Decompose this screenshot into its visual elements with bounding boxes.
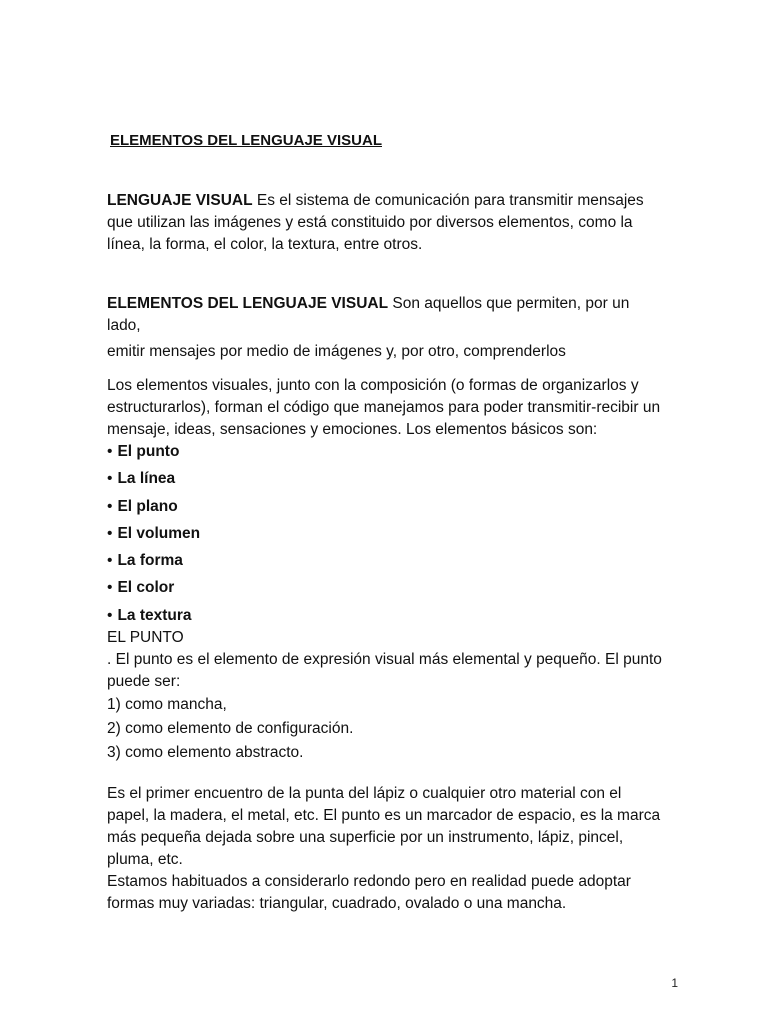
bullet-icon: •	[107, 470, 113, 488]
bullet-icon: •	[107, 524, 113, 542]
list-item: • El punto	[107, 443, 180, 460]
bullet-icon: •	[107, 579, 113, 597]
list-item: • La textura	[107, 606, 192, 624]
page-number: 1	[671, 976, 678, 990]
document-body	[107, 130, 667, 915]
paragraph-punto-intro: . El punto es el elemento de expresión visual más elemental y pequeño. El punto puede ser:	[107, 650, 662, 690]
term-elementos: ELEMENTOS DEL LENGUAJE VISUAL	[107, 295, 389, 312]
definition-elementos-line2: emitir mensajes por medio de imágenes y, por otro, comprenderlos	[107, 343, 566, 360]
paragraph-lenguaje-visual	[107, 190, 667, 256]
punto-types-list	[107, 693, 667, 765]
paragraph-punto-description: Es el primer encuentro de la punta del lápiz o cualquier otro material con el papel, la madera, el metal, etc. El punto es un marcador de espacio, es la marca más pequeña dejada sobre una superficie por un instrumento, lápiz, pincel, pluma, etc.	[107, 784, 661, 868]
list-item: • El color	[107, 579, 175, 597]
list-item: • El volumen	[107, 524, 201, 542]
bullet-icon: •	[107, 443, 113, 460]
bullet-icon: •	[107, 606, 113, 624]
definition-lenguaje-visual: Es el sistema de comunicación para transmitir mensajes que utilizan las imágenes y está constituido por diversos elementos, como la línea, la forma, el color, la textura, entre otros.	[107, 192, 644, 253]
bullet-icon: •	[107, 497, 113, 515]
list-item: 1) como mancha,	[107, 695, 227, 713]
paragraph-elementos-visuales: Los elementos visuales, junto con la composición (o formas de organizarlos y estructurarlos), forman el código que manejamos para poder transmitir-recibir un mensaje, ideas, sensaciones y emociones. Los elementos básicos son:	[107, 377, 661, 438]
list-item: • La línea	[107, 470, 176, 488]
section-heading-punto: EL PUNTO	[107, 628, 184, 646]
list-item: 2) como elemento de configuración.	[107, 719, 354, 737]
document-title: ELEMENTOS DEL LENGUAJE VISUAL	[110, 132, 382, 149]
list-item: • El plano	[107, 497, 178, 515]
list-item: • La forma	[107, 552, 183, 570]
paragraph-elementos	[107, 293, 667, 363]
definition-elementos-line1: Son aquellos que permiten, por un lado,	[107, 295, 630, 334]
list-item: 3) como elemento abstracto.	[107, 743, 304, 761]
paragraph-punto-formas: Estamos habituados a considerarlo redondo pero en realidad puede adoptar formas muy variadas: triangular, cuadrado, ovalado o una mancha.	[107, 872, 631, 912]
elements-list	[107, 441, 667, 627]
bullet-icon: •	[107, 552, 113, 570]
term-lenguaje-visual: LENGUAJE VISUAL	[107, 192, 253, 209]
